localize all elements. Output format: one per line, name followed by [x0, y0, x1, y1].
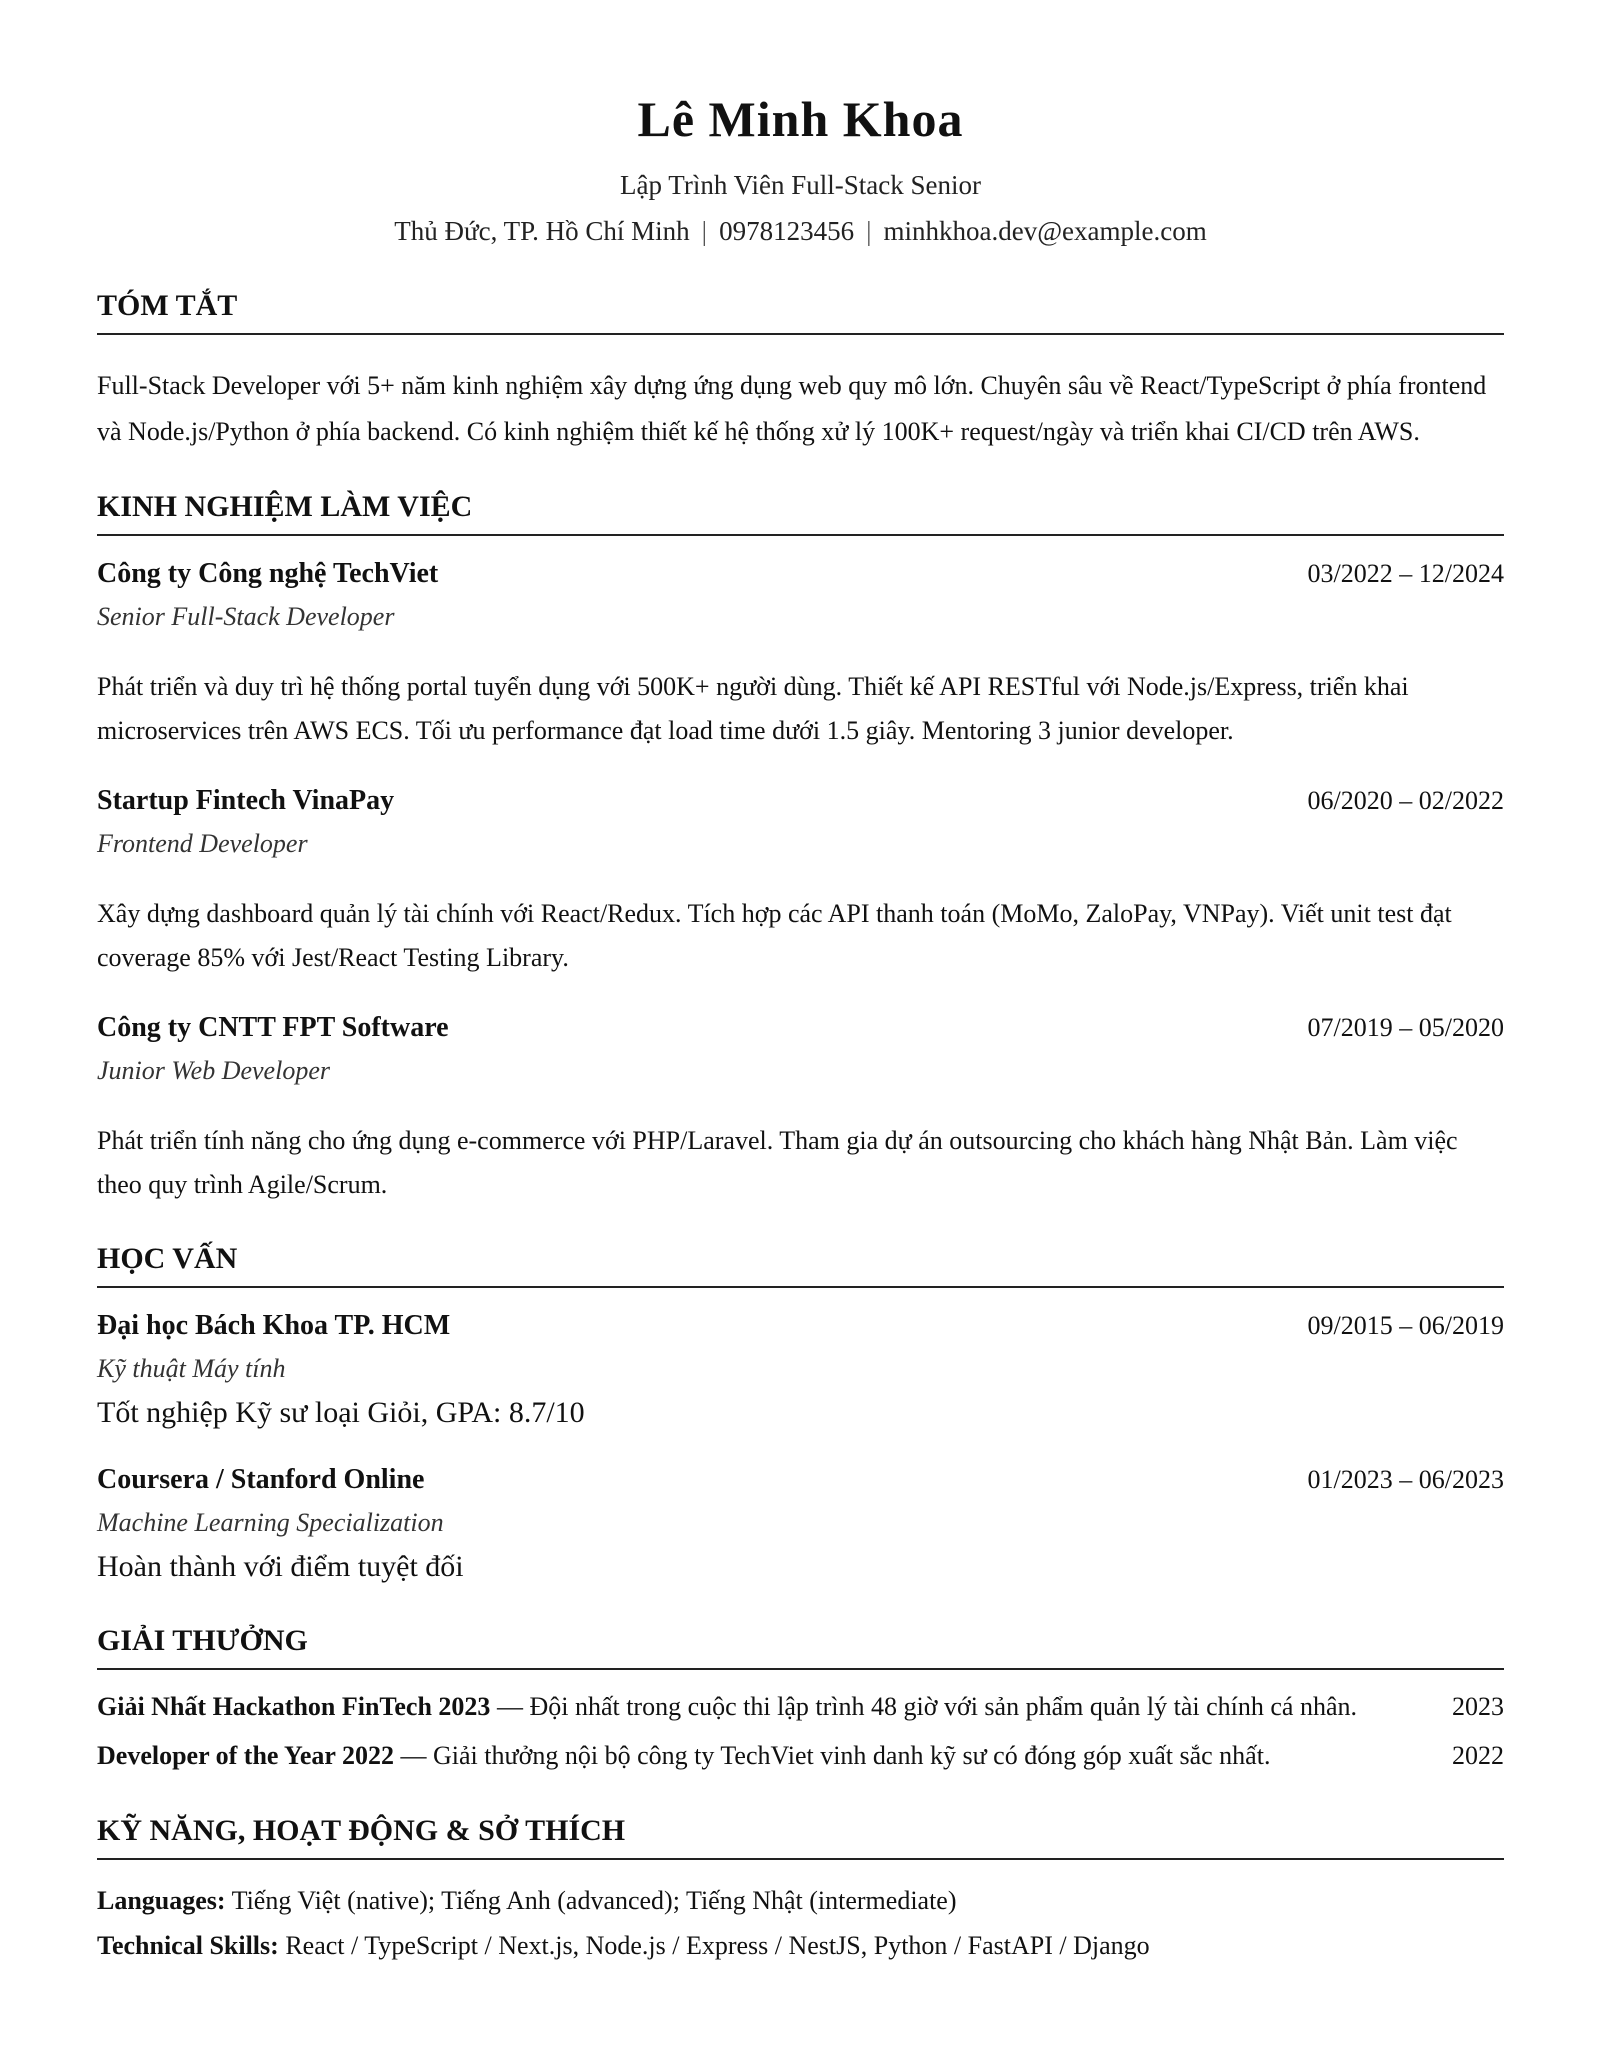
school-name: Đại học Bách Khoa TP. HCM: [97, 1310, 451, 1341]
school-name: Coursera / Stanford Online: [97, 1464, 425, 1495]
skill-label: Languages:: [97, 1886, 226, 1915]
date-range: 09/2015 – 06/2019: [1307, 1311, 1504, 1340]
experience-item: [97, 554, 1504, 753]
job-description: Phát triển tính năng cho ứng dụng e-commerce với PHP/Laravel. Tham gia dự án outsourcing cho khách hàng Nhật Bản. Làm việc theo quy trình Agile/Scrum.: [97, 1126, 1458, 1199]
location: Thủ Đức, TP. Hồ Chí Minh: [394, 216, 690, 246]
award-year: 2023: [1452, 1692, 1504, 1721]
education-item: [97, 1460, 1504, 1589]
job-role: Frontend Developer: [97, 829, 308, 858]
award-item: [97, 1732, 1504, 1779]
separator: |: [866, 216, 872, 246]
company-name: Công ty CNTT FPT Software: [97, 1012, 449, 1043]
award-title: Developer of the Year 2022: [97, 1741, 395, 1770]
job-description: Xây dựng dashboard quản lý tài chính với React/Redux. Tích hợp các API thanh toán (MoMo, ZaloPay, VNPay). Viết unit test đạt coverage 85% với Jest/React Testing Library.: [97, 899, 1452, 972]
award-year: 2022: [1452, 1741, 1504, 1770]
contact-line: [97, 208, 1504, 254]
experience-item: [97, 1008, 1504, 1207]
email: minhkhoa.dev@example.com: [883, 216, 1207, 246]
award-item: [97, 1683, 1504, 1730]
job-role: Senior Full-Stack Developer: [97, 602, 395, 631]
candidate-title: Lập Trình Viên Full-Stack Senior: [620, 170, 981, 200]
award-description: — Đội nhất trong cuộc thi lập trình 48 giờ với sản phẩm quản lý tài chính cá nhân.: [490, 1692, 1357, 1721]
section-heading: KỸ NĂNG, HOẠT ĐỘNG & SỞ THÍCH: [97, 1811, 1504, 1860]
job-description: Phát triển và duy trì hệ thống portal tuyển dụng với 500K+ người dùng. Thiết kế API RESTful với Node.js/Express, triển khai microservices trên AWS ECS. Tối ưu performance đạt load time dưới 1.5 giây. Mentoring 3 junior developer.: [97, 672, 1409, 745]
skill-row: [97, 1923, 1504, 1968]
summary-text: Full-Stack Developer với 5+ năm kinh nghiệm xây dựng ứng dụng web quy mô lớn. Chuyên sâu về React/TypeScript ở phía frontend và Node.js/Python ở phía backend. Có kinh nghiệm thiết kế hệ thống xử lý 100K+ request/ngày và triển khai CI/CD trên AWS.: [97, 371, 1487, 446]
date-range: 03/2022 – 12/2024: [1307, 559, 1504, 588]
date-range: 06/2020 – 02/2022: [1307, 786, 1504, 815]
award-list: [97, 1683, 1504, 1779]
date-range: 01/2023 – 06/2023: [1307, 1465, 1504, 1494]
company-name: Startup Fintech VinaPay: [97, 785, 395, 816]
awards-section: [97, 1621, 1504, 1779]
job-role: Junior Web Developer: [97, 1056, 330, 1085]
company-name: Công ty Công nghệ TechViet: [97, 558, 439, 589]
section-heading: GIẢI THƯỞNG: [97, 1621, 1504, 1670]
candidate-name: Lê Minh Khoa: [637, 91, 964, 147]
summary-section: [97, 286, 1504, 455]
skills-section: [97, 1811, 1504, 1968]
education-section: [97, 1239, 1504, 1589]
education-item: [97, 1306, 1504, 1435]
date-range: 07/2019 – 05/2020: [1307, 1013, 1504, 1042]
education-detail: Hoàn thành với điểm tuyệt đối: [97, 1550, 464, 1583]
skill-row: [97, 1878, 1504, 1923]
skill-label: Technical Skills:: [97, 1931, 279, 1960]
skill-value: React / TypeScript / Next.js, Node.js / Express / NestJS, Python / FastAPI / Django: [278, 1931, 1150, 1960]
major: Kỹ thuật Máy tính: [97, 1354, 286, 1383]
skills-list: [97, 1878, 1504, 1968]
award-description: — Giải thưởng nội bộ công ty TechViet vinh danh kỹ sư có đóng góp xuất sắc nhất.: [394, 1741, 1271, 1770]
experience-section: [97, 487, 1504, 1207]
education-detail: Tốt nghiệp Kỹ sư loại Giỏi, GPA: 8.7/10: [97, 1396, 585, 1429]
section-heading: KINH NGHIỆM LÀM VIỆC: [97, 487, 1504, 536]
section-heading: HỌC VẤN: [97, 1239, 1504, 1288]
major: Machine Learning Specialization: [97, 1508, 444, 1537]
phone: 0978123456: [719, 216, 855, 246]
experience-item: [97, 781, 1504, 980]
resume-header: [97, 89, 1504, 254]
skill-value: Tiếng Việt (native); Tiếng Anh (advanced); Tiếng Nhật (intermediate): [225, 1886, 957, 1915]
separator: |: [701, 216, 708, 246]
award-title: Giải Nhất Hackathon FinTech 2023: [97, 1692, 491, 1721]
section-heading: TÓM TẮT: [97, 286, 1504, 335]
